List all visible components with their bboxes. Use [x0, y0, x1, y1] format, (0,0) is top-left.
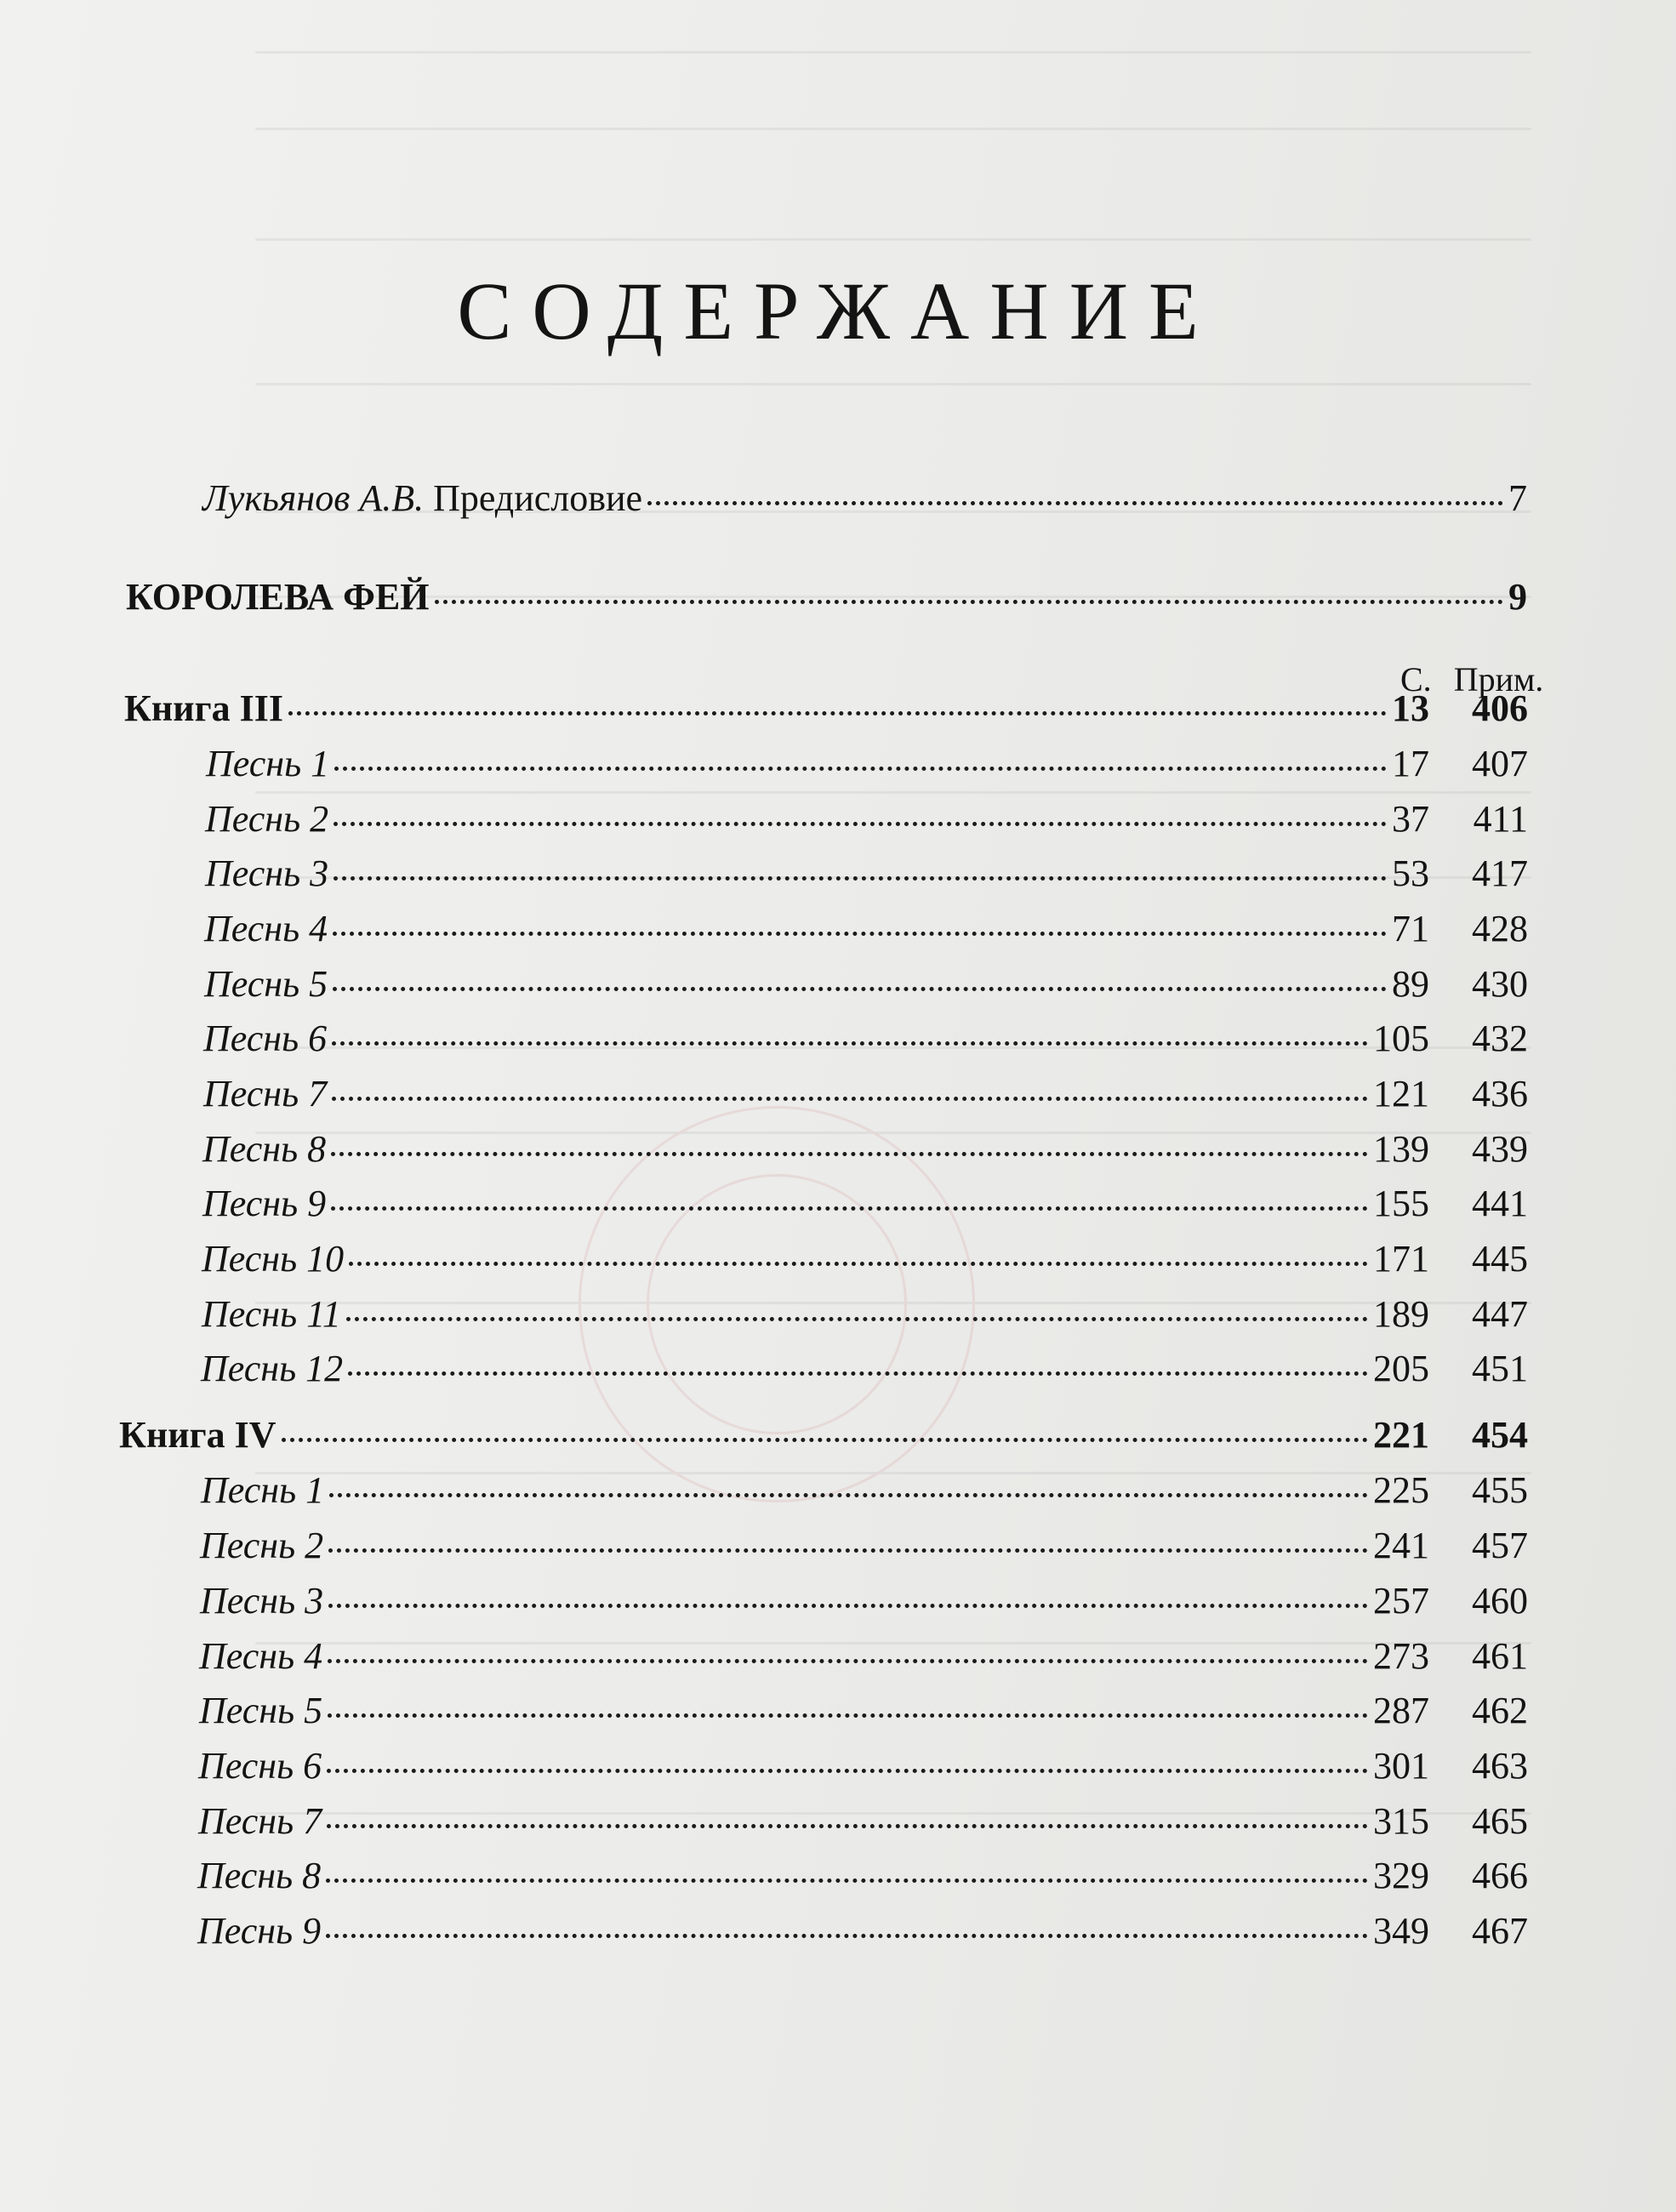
dot-leader	[328, 1713, 1368, 1718]
notes-page-number: 445	[1472, 1238, 1528, 1280]
author-name: Лукьянов А.В.	[202, 477, 425, 519]
dot-leader	[647, 501, 1503, 505]
toc-entry-canto[interactable]	[201, 1347, 1528, 1398]
dot-leader	[333, 876, 1387, 881]
toc-entry-canto[interactable]	[203, 1017, 1528, 1068]
page-number: 315	[1373, 1800, 1429, 1842]
page-number: 301	[1373, 1745, 1429, 1787]
toc-entry-label: Песнь 12	[201, 1348, 344, 1389]
toc-entry-canto[interactable]	[199, 1689, 1528, 1740]
toc-entry-canto[interactable]	[200, 1524, 1528, 1575]
toc-entry-label: Песнь 2	[200, 1525, 324, 1566]
toc-entry-label: Песнь 1	[201, 1469, 325, 1511]
toc-entry-canto[interactable]	[201, 1468, 1528, 1519]
toc-entry-label	[202, 476, 642, 520]
notes-page-number: 447	[1472, 1293, 1528, 1335]
dot-leader	[348, 1371, 1368, 1376]
toc-entry-canto[interactable]	[197, 1854, 1528, 1905]
notes-page-number: 441	[1472, 1183, 1528, 1224]
dot-leader	[326, 1934, 1368, 1938]
toc-entry-label: Песнь 6	[203, 1018, 328, 1059]
dot-leader	[346, 1317, 1368, 1321]
dot-leader	[328, 1604, 1368, 1608]
notes-page-number: 451	[1472, 1348, 1528, 1389]
column-header-notes: Прим.	[1453, 660, 1544, 698]
page-number: 273	[1373, 1635, 1429, 1677]
toc-entry-canto[interactable]	[200, 1579, 1528, 1630]
dot-leader	[288, 711, 1387, 715]
toc-entry-label: Песнь 2	[205, 798, 329, 840]
toc-entry-canto[interactable]	[205, 797, 1528, 848]
page-number: 189	[1373, 1293, 1429, 1335]
dot-leader	[282, 1438, 1369, 1442]
page-number: 225	[1373, 1469, 1429, 1511]
notes-page-number: 407	[1472, 743, 1528, 784]
notes-page-number: 411	[1473, 798, 1528, 840]
notes-page-number: 454	[1472, 1414, 1528, 1456]
notes-page-number: 455	[1472, 1469, 1528, 1511]
notes-page-number: 463	[1472, 1745, 1528, 1787]
dot-leader	[333, 987, 1387, 991]
page-number: 287	[1373, 1690, 1429, 1731]
notes-page-number: 432	[1472, 1018, 1528, 1059]
dot-leader	[334, 767, 1387, 771]
page-number: 105	[1373, 1018, 1429, 1059]
dot-leader	[331, 1206, 1368, 1211]
toc-entry-canto[interactable]	[204, 962, 1528, 1013]
toc-entry-label: Песнь 7	[203, 1073, 328, 1115]
notes-page-number: 461	[1472, 1635, 1528, 1677]
notes-page-number: 467	[1472, 1910, 1528, 1952]
page-number: 349	[1373, 1910, 1429, 1952]
dot-leader	[328, 1548, 1368, 1553]
page-number: 89	[1392, 963, 1429, 1005]
toc-entry-label: Песнь 6	[198, 1745, 322, 1787]
notes-page-number: 457	[1472, 1525, 1528, 1566]
dot-leader	[331, 1152, 1368, 1156]
toc-entry-canto[interactable]	[205, 852, 1528, 903]
toc-entry-label: Песнь 4	[204, 908, 328, 949]
toc-entry-main-section[interactable]	[126, 575, 1527, 626]
toc-entry-label: Песнь 5	[199, 1690, 323, 1731]
dot-leader	[349, 1262, 1368, 1266]
dot-leader	[328, 1659, 1368, 1663]
page-number: 257	[1373, 1580, 1429, 1622]
toc-entry-label: Книга IV	[119, 1414, 276, 1456]
toc-entry-label: Песнь 9	[197, 1910, 322, 1952]
toc-entry-label: Песнь 3	[205, 852, 329, 894]
notes-page-number: 460	[1472, 1580, 1528, 1622]
notes-page-number: 417	[1472, 852, 1528, 894]
dot-leader	[435, 600, 1503, 604]
page-number: 37	[1392, 798, 1429, 840]
page-number: 155	[1373, 1183, 1429, 1224]
toc-entry-canto[interactable]	[202, 1182, 1528, 1233]
page-number: 121	[1373, 1073, 1429, 1115]
toc-entry-canto[interactable]	[203, 1072, 1528, 1123]
toc-entry-canto[interactable]	[198, 1799, 1528, 1850]
notes-page-number: 439	[1472, 1128, 1528, 1170]
page-number: 171	[1373, 1238, 1429, 1280]
notes-page-number: 466	[1472, 1855, 1528, 1896]
toc-entry-label: Песнь 8	[197, 1855, 322, 1896]
page-number: 221	[1373, 1414, 1429, 1456]
toc-entry-book[interactable]	[124, 687, 1528, 738]
toc-entry-label: Песнь 5	[204, 963, 328, 1005]
entry-title: Предисловие	[433, 477, 643, 519]
toc-entry-label: Песнь 1	[206, 743, 330, 784]
toc-entry-label: Песнь 4	[199, 1635, 323, 1677]
dot-leader	[327, 1824, 1368, 1828]
column-header-pages: С.	[1400, 660, 1432, 698]
dot-leader	[332, 1041, 1368, 1046]
page-number: 17	[1392, 743, 1429, 784]
page-number: 241	[1373, 1525, 1429, 1566]
notes-page-number: 430	[1472, 963, 1528, 1005]
toc-entry-canto[interactable]	[206, 742, 1528, 793]
page-number: 329	[1373, 1855, 1429, 1896]
page-number: 139	[1373, 1128, 1429, 1170]
page-number: 13	[1392, 687, 1429, 729]
toc-entry-label: Песнь 8	[202, 1128, 327, 1170]
dot-leader	[329, 1493, 1368, 1497]
dot-leader	[333, 822, 1387, 826]
toc-entry-canto[interactable]	[198, 1744, 1528, 1795]
toc-entry-label: Песнь 9	[202, 1183, 327, 1224]
dot-leader	[332, 1097, 1368, 1101]
page-number: 71	[1392, 908, 1429, 949]
toc-entry-label: Песнь 7	[198, 1800, 322, 1842]
notes-page-number: 462	[1472, 1690, 1528, 1731]
toc-entry-canto[interactable]	[204, 907, 1528, 958]
notes-page-number: 428	[1472, 908, 1528, 949]
dot-leader	[333, 932, 1387, 936]
toc-entry-label: Песнь 11	[202, 1293, 341, 1335]
toc-entry-canto[interactable]	[199, 1634, 1528, 1685]
toc-entry-label: Песнь 10	[202, 1238, 345, 1280]
toc-entry-canto[interactable]	[202, 1237, 1528, 1288]
toc-entry-label: КОРОЛЕВА ФЕЙ	[126, 576, 430, 618]
notes-page-number: 436	[1472, 1073, 1528, 1115]
page-number: 9	[1508, 576, 1527, 618]
notes-page-number: 465	[1472, 1800, 1528, 1842]
toc-entry-label: Песнь 3	[200, 1580, 324, 1622]
toc-entry-book[interactable]	[119, 1413, 1528, 1464]
dot-leader	[326, 1878, 1368, 1883]
notes-page-number: 406	[1472, 687, 1528, 729]
page-title: СОДЕРЖАНИЕ	[457, 265, 1219, 356]
toc-entry-label: Книга III	[124, 687, 283, 729]
toc-entry-preface[interactable]	[202, 476, 1527, 527]
toc-entry-canto[interactable]	[202, 1127, 1528, 1178]
toc-entry-canto[interactable]	[197, 1909, 1528, 1960]
toc-entry-canto[interactable]	[202, 1292, 1528, 1343]
page-number: 7	[1508, 477, 1527, 519]
dot-leader	[327, 1769, 1368, 1773]
page-number: 205	[1373, 1348, 1429, 1389]
page-number: 53	[1392, 852, 1429, 894]
table-of-contents	[0, 476, 1676, 2093]
